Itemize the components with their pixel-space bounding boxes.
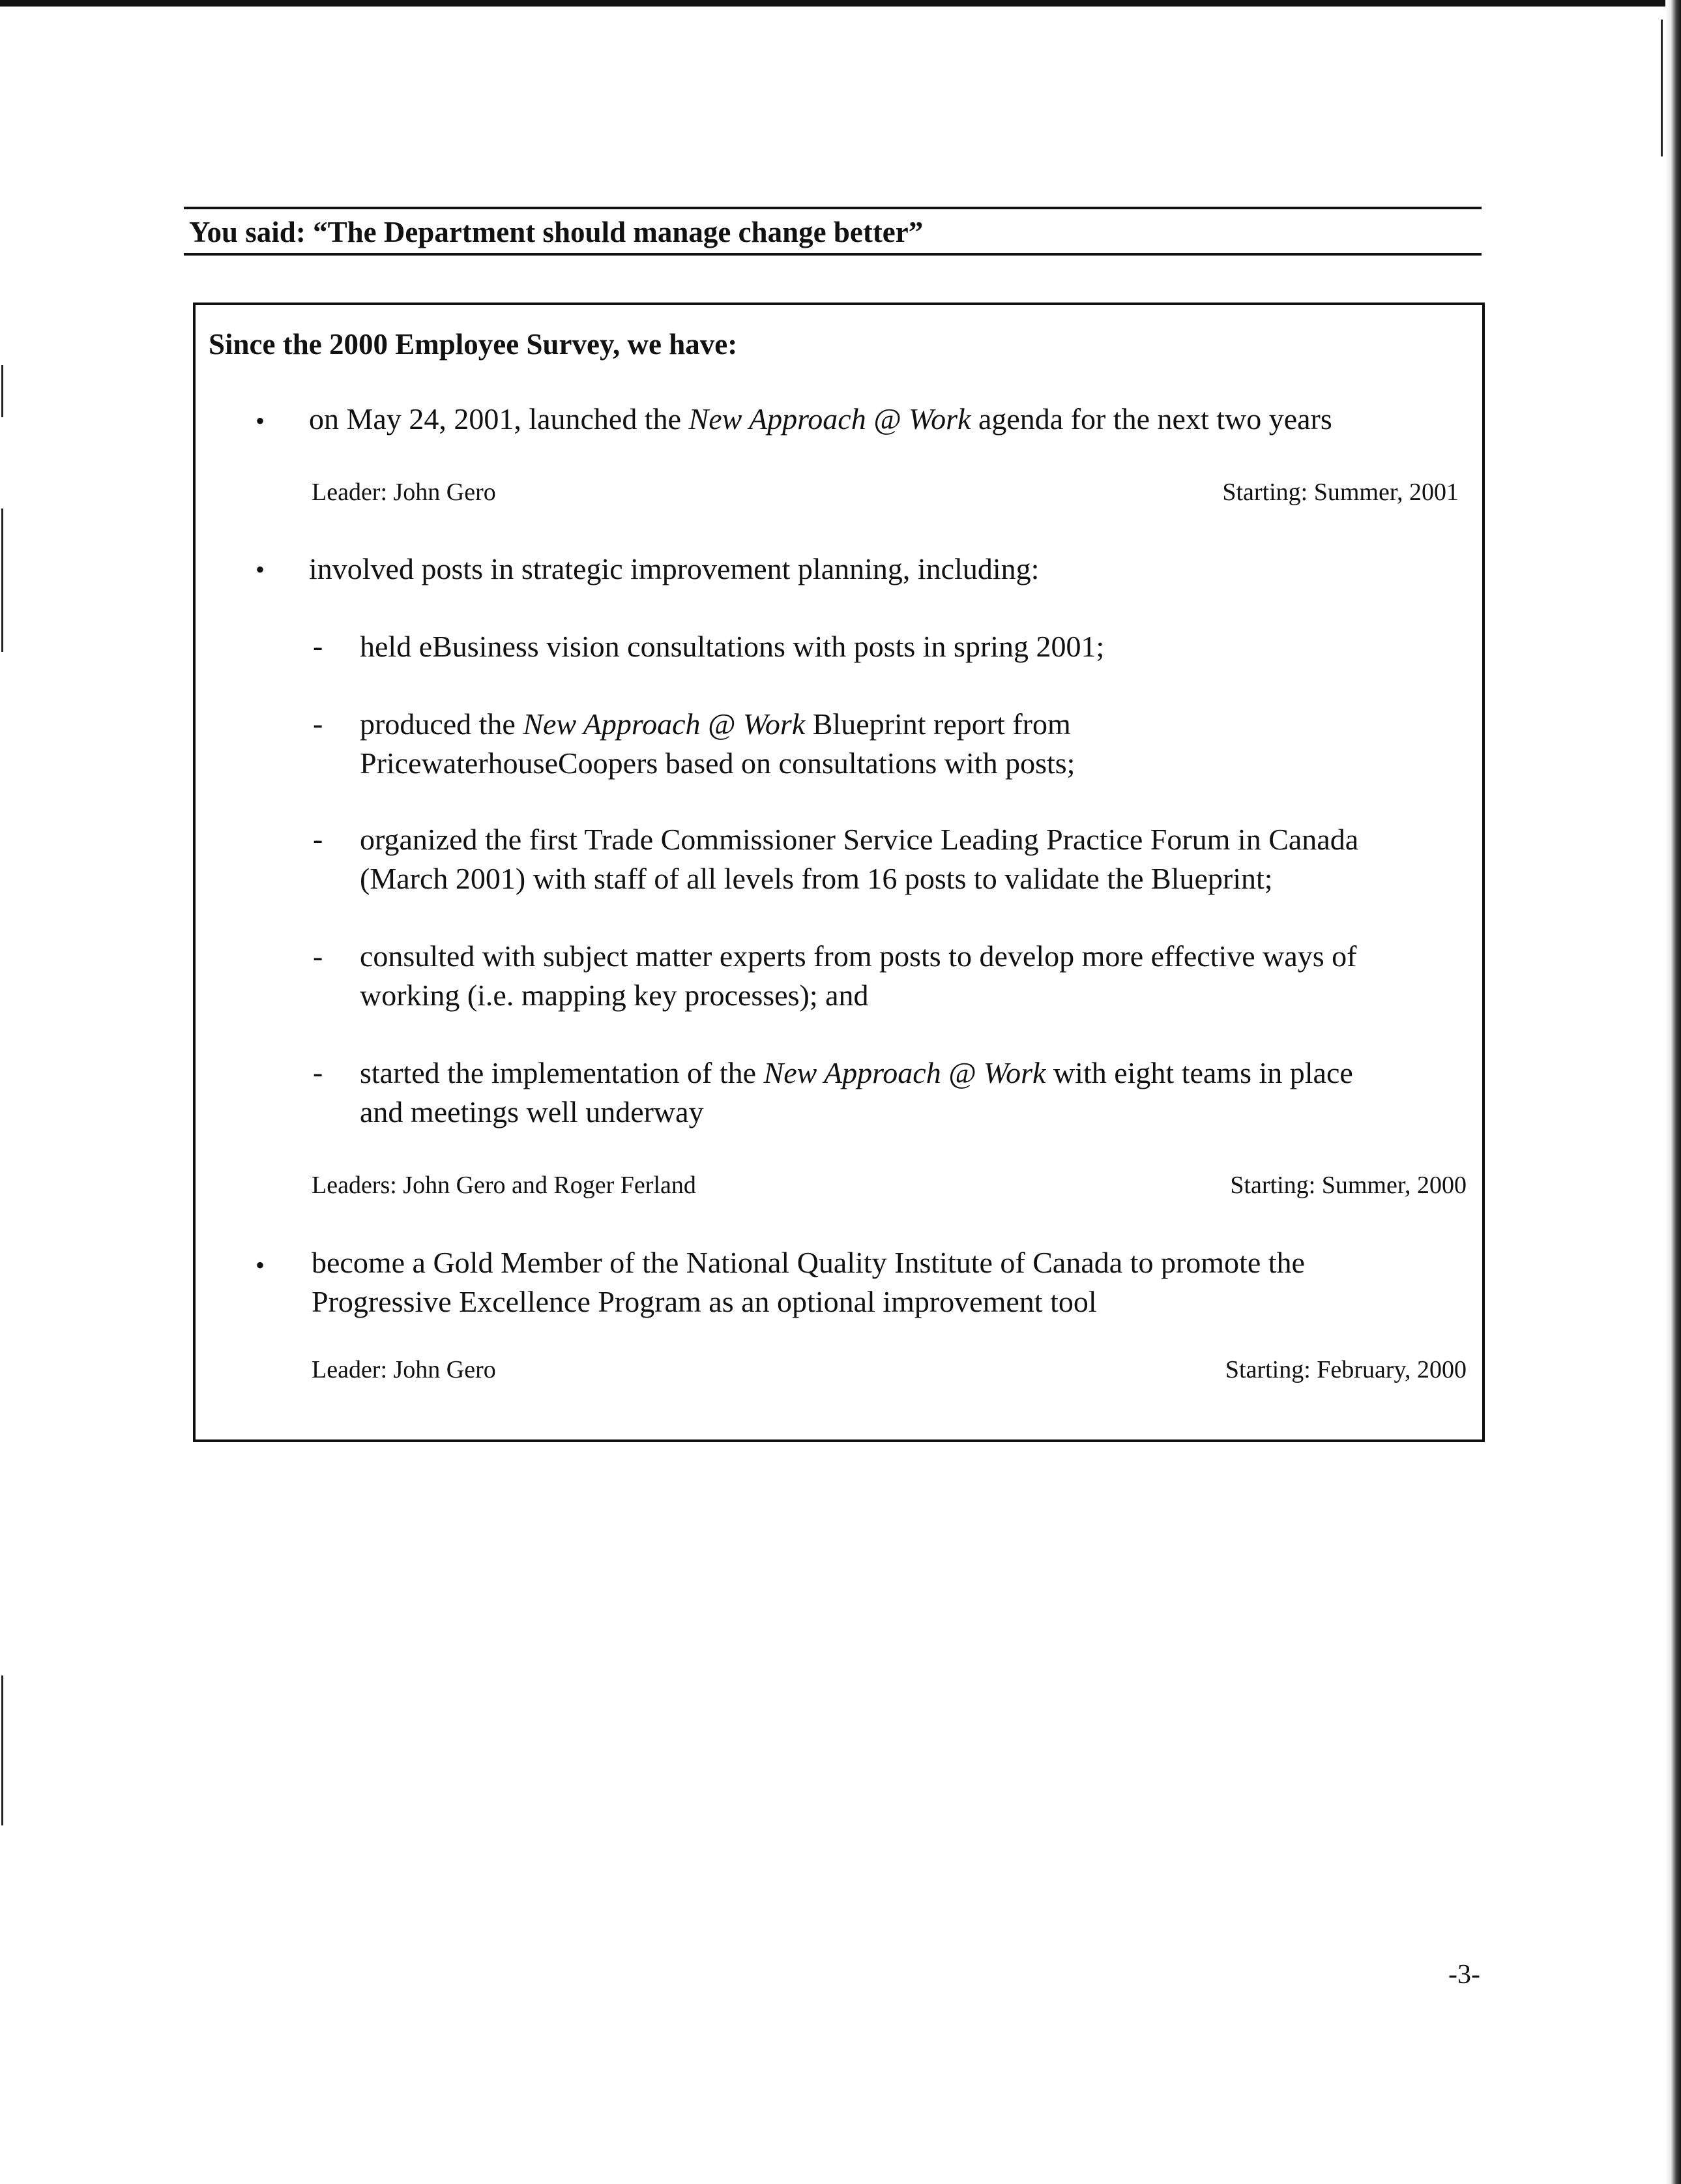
- header-rule-bottom: [184, 253, 1482, 256]
- bullet-1-starting: Starting: Summer, 2001: [1222, 479, 1459, 506]
- scan-mark-left: [1, 1675, 3, 1825]
- sub-item-3-line-1: organized the first Trade Commissioner Service Leading Practice Forum in Canada: [360, 823, 1359, 856]
- sub-item-marker: -: [313, 822, 323, 855]
- bullet-2-starting: Starting: Summer, 2000: [1230, 1172, 1467, 1199]
- sub-item-marker: -: [313, 707, 323, 740]
- bullet-3-line-2: Progressive Excellence Program as an optional improvement tool: [312, 1285, 1097, 1318]
- sub-item-3-line-2: (March 2001) with staff of all levels from 16 posts to validate the Blueprint;: [360, 862, 1273, 895]
- sub-item-4-line-2: working (i.e. mapping key processes); and: [360, 979, 869, 1012]
- scan-edge-right: [1665, 0, 1681, 2184]
- sub-item-5-line-1: started the implementation of the New Approach @ Work with eight teams in place: [360, 1056, 1353, 1089]
- page-title: You said: “The Department should manage change better”: [189, 216, 924, 248]
- sub-item-5-line-2: and meetings well underway: [360, 1095, 704, 1129]
- sub-item-marker: -: [313, 939, 323, 973]
- bullet-3-line-1: become a Gold Member of the National Quality Institute of Canada to promote the: [312, 1246, 1305, 1279]
- scan-mark-left: [1, 365, 3, 417]
- sub-item-2-line-1: produced the New Approach @ Work Blueprint report from: [360, 707, 1071, 741]
- bullet-1-leader: Leader: John Gero: [312, 479, 496, 506]
- sub-item-1-text: held eBusiness vision consultations with posts in spring 2001;: [360, 630, 1105, 663]
- header-rule-top: [184, 207, 1482, 209]
- bullet-2-leader: Leaders: John Gero and Roger Ferland: [312, 1172, 696, 1199]
- bullet-marker: •: [256, 555, 265, 584]
- scan-edge-top: [0, 0, 1681, 7]
- sub-item-marker: -: [313, 1055, 323, 1089]
- sub-item-4-line-1: consulted with subject matter experts from posts to develop more effective ways of: [360, 939, 1357, 973]
- bullet-marker: •: [256, 1250, 265, 1280]
- scan-mark-left: [1, 509, 3, 652]
- bullet-3-starting: Starting: February, 2000: [1225, 1356, 1467, 1383]
- scan-mark-right: [1661, 20, 1663, 156]
- bullet-1-text: on May 24, 2001, launched the New Approach @ Work agenda for the next two years: [309, 402, 1332, 435]
- box-intro: Since the 2000 Employee Survey, we have:: [209, 328, 738, 361]
- bullet-marker: •: [256, 406, 265, 435]
- page-number: -3-: [1448, 1960, 1480, 1990]
- bullet-2-text: involved posts in strategic improvement planning, including:: [309, 552, 1040, 585]
- sub-item-2-line-2: PricewaterhouseCoopers based on consultations with posts;: [360, 746, 1075, 780]
- sub-item-marker: -: [313, 629, 323, 662]
- bullet-3-leader: Leader: John Gero: [312, 1356, 496, 1383]
